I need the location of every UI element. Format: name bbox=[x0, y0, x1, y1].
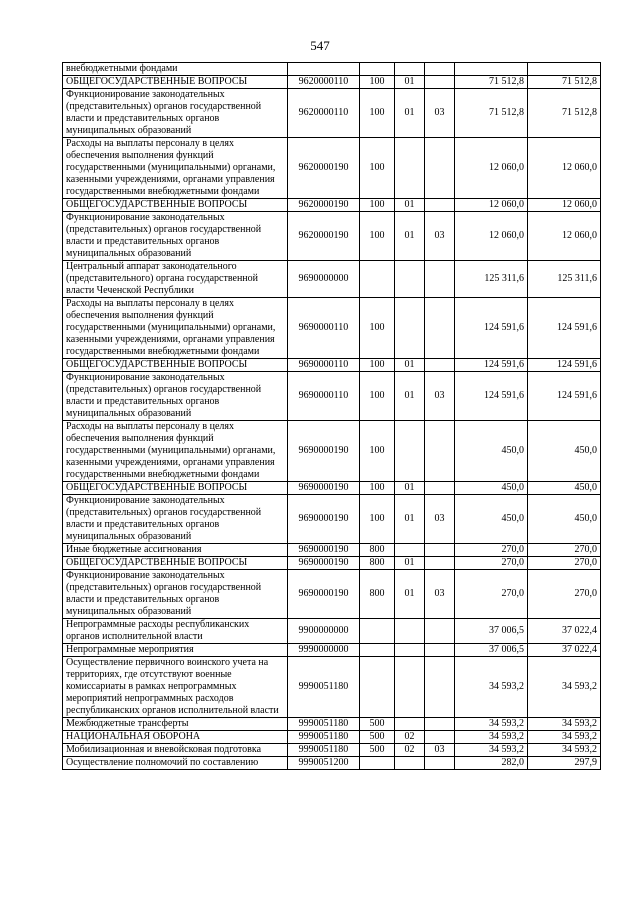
row-code-cell: 9690000190 bbox=[288, 557, 360, 570]
row-code-cell: 9620000190 bbox=[288, 212, 360, 261]
row-sum2-cell: 125 311,6 bbox=[528, 261, 601, 298]
row-name-cell: Межбюджетные трансферты bbox=[63, 718, 288, 731]
row-sum2-cell: 12 060,0 bbox=[528, 212, 601, 261]
row-vr-cell: 100 bbox=[360, 89, 395, 138]
row-sum1-cell: 37 006,5 bbox=[455, 619, 528, 644]
budget-table-body bbox=[63, 63, 601, 770]
row-rz-cell: 01 bbox=[395, 212, 425, 261]
row-rz-cell: 02 bbox=[395, 744, 425, 757]
row-vr-cell: 100 bbox=[360, 199, 395, 212]
row-pr-cell bbox=[425, 544, 455, 557]
row-vr-cell bbox=[360, 657, 395, 718]
row-code-cell: 9620000190 bbox=[288, 138, 360, 199]
row-sum1-cell: 37 006,5 bbox=[455, 644, 528, 657]
row-rz-cell: 01 bbox=[395, 76, 425, 89]
row-sum1-cell: 270,0 bbox=[455, 557, 528, 570]
row-sum1-cell: 12 060,0 bbox=[455, 212, 528, 261]
row-pr-cell: 03 bbox=[425, 212, 455, 261]
table-row bbox=[63, 644, 601, 657]
table-row bbox=[63, 718, 601, 731]
row-pr-cell bbox=[425, 482, 455, 495]
row-name-cell: Функционирование законодательных (представительных) органов государственной власти и представительных органов муниципальных образований bbox=[63, 212, 288, 261]
table-row bbox=[63, 657, 601, 718]
row-rz-cell bbox=[395, 298, 425, 359]
row-sum2-cell: 124 591,6 bbox=[528, 359, 601, 372]
row-sum1-cell: 124 591,6 bbox=[455, 372, 528, 421]
row-pr-cell bbox=[425, 718, 455, 731]
row-vr-cell: 100 bbox=[360, 421, 395, 482]
row-pr-cell: 03 bbox=[425, 744, 455, 757]
row-code-cell: 9690000190 bbox=[288, 482, 360, 495]
row-rz-cell: 01 bbox=[395, 89, 425, 138]
row-vr-cell: 500 bbox=[360, 718, 395, 731]
row-rz-cell: 01 bbox=[395, 199, 425, 212]
row-vr-cell: 800 bbox=[360, 557, 395, 570]
row-sum1-cell: 124 591,6 bbox=[455, 298, 528, 359]
row-rz-cell: 01 bbox=[395, 482, 425, 495]
row-sum1-cell: 270,0 bbox=[455, 544, 528, 557]
row-sum2-cell: 34 593,2 bbox=[528, 657, 601, 718]
row-name-cell: Функционирование законодательных (представительных) органов государственной власти и представительных органов муниципальных образований bbox=[63, 89, 288, 138]
row-vr-cell: 500 bbox=[360, 731, 395, 744]
row-sum1-cell: 12 060,0 bbox=[455, 138, 528, 199]
row-pr-cell bbox=[425, 359, 455, 372]
table-row bbox=[63, 619, 601, 644]
row-name-cell: ОБЩЕГОСУДАРСТВЕННЫЕ ВОПРОСЫ bbox=[63, 482, 288, 495]
table-row bbox=[63, 199, 601, 212]
row-sum2-cell: 71 512,8 bbox=[528, 76, 601, 89]
row-sum1-cell: 124 591,6 bbox=[455, 359, 528, 372]
row-rz-cell bbox=[395, 644, 425, 657]
table-row bbox=[63, 731, 601, 744]
row-rz-cell: 01 bbox=[395, 359, 425, 372]
row-name-cell: ОБЩЕГОСУДАРСТВЕННЫЕ ВОПРОСЫ bbox=[63, 557, 288, 570]
table-row bbox=[63, 757, 601, 770]
row-rz-cell: 02 bbox=[395, 731, 425, 744]
row-name-cell: Функционирование законодательных (представительных) органов государственной власти и представительных органов муниципальных образований bbox=[63, 570, 288, 619]
row-sum2-cell: 37 022,4 bbox=[528, 619, 601, 644]
row-rz-cell bbox=[395, 619, 425, 644]
row-sum1-cell: 34 593,2 bbox=[455, 744, 528, 757]
row-pr-cell bbox=[425, 63, 455, 76]
row-pr-cell bbox=[425, 138, 455, 199]
row-sum2-cell: 124 591,6 bbox=[528, 298, 601, 359]
row-pr-cell bbox=[425, 557, 455, 570]
row-sum1-cell: 34 593,2 bbox=[455, 718, 528, 731]
row-vr-cell bbox=[360, 261, 395, 298]
row-name-cell: Иные бюджетные ассигнования bbox=[63, 544, 288, 557]
row-rz-cell bbox=[395, 63, 425, 76]
row-name-cell: Расходы на выплаты персоналу в целях обеспечения выполнения функций государственными (муниципальными) органами, казенными учреждениями, органами управления государственными внебюджетными фондами bbox=[63, 421, 288, 482]
row-pr-cell bbox=[425, 619, 455, 644]
row-rz-cell bbox=[395, 657, 425, 718]
row-sum1-cell: 34 593,2 bbox=[455, 731, 528, 744]
row-sum2-cell: 450,0 bbox=[528, 421, 601, 482]
row-sum1-cell: 270,0 bbox=[455, 570, 528, 619]
row-sum2-cell: 71 512,8 bbox=[528, 89, 601, 138]
row-vr-cell bbox=[360, 63, 395, 76]
row-code-cell: 9900000000 bbox=[288, 619, 360, 644]
row-vr-cell: 100 bbox=[360, 298, 395, 359]
row-vr-cell: 800 bbox=[360, 570, 395, 619]
row-sum2-cell: 450,0 bbox=[528, 495, 601, 544]
row-sum1-cell: 71 512,8 bbox=[455, 89, 528, 138]
row-name-cell: Расходы на выплаты персоналу в целях обеспечения выполнения функций государственными (муниципальными) органами, казенными учреждениями, органами управления государственными внебюджетными фондами bbox=[63, 138, 288, 199]
row-name-cell: ОБЩЕГОСУДАРСТВЕННЫЕ ВОПРОСЫ bbox=[63, 76, 288, 89]
row-rz-cell: 01 bbox=[395, 372, 425, 421]
row-vr-cell: 100 bbox=[360, 495, 395, 544]
row-rz-cell: 01 bbox=[395, 570, 425, 619]
row-rz-cell bbox=[395, 718, 425, 731]
row-vr-cell: 100 bbox=[360, 359, 395, 372]
row-pr-cell bbox=[425, 261, 455, 298]
row-sum2-cell: 124 591,6 bbox=[528, 372, 601, 421]
row-rz-cell: 01 bbox=[395, 557, 425, 570]
row-vr-cell bbox=[360, 757, 395, 770]
row-name-cell: Непрограммные расходы республиканских органов исполнительной власти bbox=[63, 619, 288, 644]
row-pr-cell bbox=[425, 731, 455, 744]
row-code-cell bbox=[288, 63, 360, 76]
row-sum1-cell: 12 060,0 bbox=[455, 199, 528, 212]
row-sum2-cell: 34 593,2 bbox=[528, 718, 601, 731]
row-code-cell: 9990051180 bbox=[288, 657, 360, 718]
row-rz-cell bbox=[395, 138, 425, 199]
table-row bbox=[63, 63, 601, 76]
row-vr-cell: 100 bbox=[360, 138, 395, 199]
row-rz-cell bbox=[395, 421, 425, 482]
row-sum2-cell bbox=[528, 63, 601, 76]
row-sum1-cell: 125 311,6 bbox=[455, 261, 528, 298]
row-sum2-cell: 270,0 bbox=[528, 570, 601, 619]
row-sum2-cell: 37 022,4 bbox=[528, 644, 601, 657]
row-pr-cell bbox=[425, 657, 455, 718]
table-row bbox=[63, 298, 601, 359]
row-pr-cell bbox=[425, 644, 455, 657]
row-name-cell: внебюджетными фондами bbox=[63, 63, 288, 76]
row-pr-cell: 03 bbox=[425, 570, 455, 619]
budget-table bbox=[62, 62, 601, 770]
row-vr-cell: 500 bbox=[360, 744, 395, 757]
row-vr-cell bbox=[360, 619, 395, 644]
row-code-cell: 9990051180 bbox=[288, 718, 360, 731]
table-row bbox=[63, 138, 601, 199]
row-sum2-cell: 297,9 bbox=[528, 757, 601, 770]
row-sum2-cell: 34 593,2 bbox=[528, 731, 601, 744]
row-rz-cell bbox=[395, 544, 425, 557]
row-code-cell: 9690000110 bbox=[288, 359, 360, 372]
table-row bbox=[63, 76, 601, 89]
row-rz-cell bbox=[395, 757, 425, 770]
row-name-cell: Функционирование законодательных (представительных) органов государственной власти и представительных органов муниципальных образований bbox=[63, 495, 288, 544]
table-row bbox=[63, 89, 601, 138]
table-row bbox=[63, 372, 601, 421]
row-code-cell: 9690000000 bbox=[288, 261, 360, 298]
row-code-cell: 9690000110 bbox=[288, 372, 360, 421]
row-sum1-cell: 282,0 bbox=[455, 757, 528, 770]
row-sum1-cell bbox=[455, 63, 528, 76]
row-sum1-cell: 34 593,2 bbox=[455, 657, 528, 718]
table-row bbox=[63, 557, 601, 570]
row-code-cell: 9990051200 bbox=[288, 757, 360, 770]
row-sum2-cell: 12 060,0 bbox=[528, 199, 601, 212]
row-pr-cell bbox=[425, 199, 455, 212]
row-sum1-cell: 450,0 bbox=[455, 482, 528, 495]
row-sum1-cell: 71 512,8 bbox=[455, 76, 528, 89]
row-pr-cell bbox=[425, 757, 455, 770]
row-pr-cell bbox=[425, 421, 455, 482]
row-sum2-cell: 34 593,2 bbox=[528, 744, 601, 757]
row-code-cell: 9620000110 bbox=[288, 76, 360, 89]
row-vr-cell bbox=[360, 644, 395, 657]
row-sum2-cell: 270,0 bbox=[528, 557, 601, 570]
row-vr-cell: 100 bbox=[360, 372, 395, 421]
table-row bbox=[63, 212, 601, 261]
row-name-cell: ОБЩЕГОСУДАРСТВЕННЫЕ ВОПРОСЫ bbox=[63, 359, 288, 372]
row-code-cell: 9620000190 bbox=[288, 199, 360, 212]
table-row bbox=[63, 359, 601, 372]
row-pr-cell: 03 bbox=[425, 89, 455, 138]
table-row bbox=[63, 261, 601, 298]
row-name-cell: Мобилизационная и вневойсковая подготовка bbox=[63, 744, 288, 757]
row-rz-cell bbox=[395, 261, 425, 298]
row-sum1-cell: 450,0 bbox=[455, 495, 528, 544]
row-vr-cell: 100 bbox=[360, 212, 395, 261]
row-pr-cell: 03 bbox=[425, 495, 455, 544]
row-vr-cell: 100 bbox=[360, 76, 395, 89]
table-row bbox=[63, 421, 601, 482]
row-code-cell: 9990051180 bbox=[288, 744, 360, 757]
row-code-cell: 9690000190 bbox=[288, 495, 360, 544]
row-code-cell: 9620000110 bbox=[288, 89, 360, 138]
row-code-cell: 9990000000 bbox=[288, 644, 360, 657]
row-name-cell: НАЦИОНАЛЬНАЯ ОБОРОНА bbox=[63, 731, 288, 744]
row-name-cell: Расходы на выплаты персоналу в целях обеспечения выполнения функций государственными (муниципальными) органами, казенными учреждениями, органами управления государственными внебюджетными фондами bbox=[63, 298, 288, 359]
row-name-cell: Функционирование законодательных (представительных) органов государственной власти и представительных органов муниципальных образований bbox=[63, 372, 288, 421]
table-row bbox=[63, 544, 601, 557]
row-code-cell: 9690000190 bbox=[288, 544, 360, 557]
row-rz-cell: 01 bbox=[395, 495, 425, 544]
row-code-cell: 9690000190 bbox=[288, 570, 360, 619]
table-row bbox=[63, 495, 601, 544]
row-sum2-cell: 450,0 bbox=[528, 482, 601, 495]
row-code-cell: 9690000110 bbox=[288, 298, 360, 359]
row-vr-cell: 100 bbox=[360, 482, 395, 495]
row-pr-cell bbox=[425, 298, 455, 359]
row-name-cell: Осуществление полномочий по составлению bbox=[63, 757, 288, 770]
row-vr-cell: 800 bbox=[360, 544, 395, 557]
table-row bbox=[63, 482, 601, 495]
row-pr-cell: 03 bbox=[425, 372, 455, 421]
row-name-cell: Непрограммные мероприятия bbox=[63, 644, 288, 657]
row-code-cell: 9990051180 bbox=[288, 731, 360, 744]
table-row bbox=[63, 570, 601, 619]
row-pr-cell bbox=[425, 76, 455, 89]
page-number: 547 bbox=[310, 38, 330, 53]
row-name-cell: ОБЩЕГОСУДАРСТВЕННЫЕ ВОПРОСЫ bbox=[63, 199, 288, 212]
table-row bbox=[63, 744, 601, 757]
row-sum1-cell: 450,0 bbox=[455, 421, 528, 482]
row-sum2-cell: 270,0 bbox=[528, 544, 601, 557]
row-sum2-cell: 12 060,0 bbox=[528, 138, 601, 199]
row-name-cell: Центральный аппарат законодательного (представительного) органа государственной власти Чеченской Республики bbox=[63, 261, 288, 298]
row-name-cell: Осуществление первичного воинского учета на территориях, где отсутствуют военные комиссариаты в рамках непрограммных мероприятий непрограммных расходов республиканских органов исполнительной власти bbox=[63, 657, 288, 718]
row-code-cell: 9690000190 bbox=[288, 421, 360, 482]
